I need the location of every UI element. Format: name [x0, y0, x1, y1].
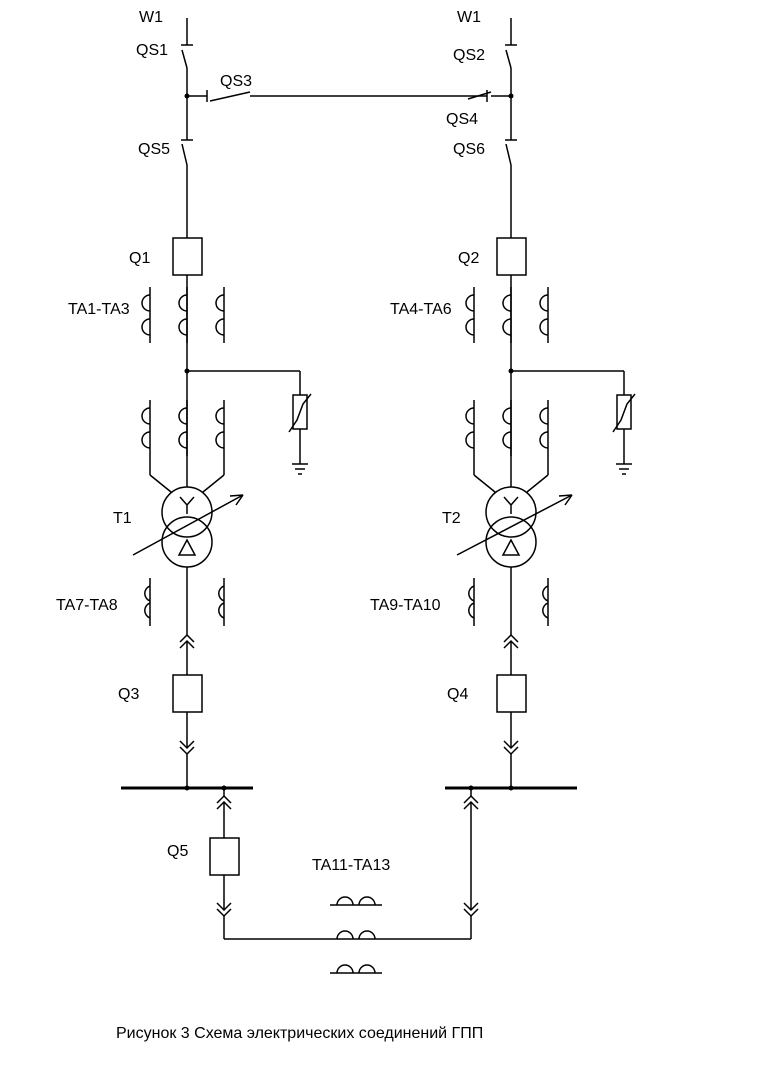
- label-ta1-ta3: TA1-TA3: [68, 301, 130, 318]
- q3-breaker: [173, 675, 202, 712]
- label-qs5: QS5: [138, 141, 171, 158]
- qs1-blade: [182, 50, 187, 68]
- q1-breaker: [173, 238, 202, 275]
- tie-disconnectors: [187, 90, 511, 102]
- label-ta11-ta13: TA11-TA13: [312, 857, 391, 874]
- right-feeder: [457, 18, 635, 788]
- label-q2: Q2: [458, 250, 480, 267]
- qs2-blade: [506, 50, 511, 68]
- label-q5: Q5: [167, 843, 189, 860]
- label-q3: Q3: [118, 686, 140, 703]
- label-q1: Q1: [129, 250, 151, 267]
- label-t2: T2: [442, 510, 461, 527]
- label-ta4-ta6: TA4-TA6: [390, 301, 452, 318]
- label-qs2: QS2: [453, 47, 486, 64]
- label-qs3: QS3: [220, 73, 253, 90]
- qs5-blade: [182, 144, 187, 165]
- label-qs1: QS1: [136, 42, 169, 59]
- label-qs4: QS4: [446, 111, 479, 128]
- label-t1: T1: [113, 510, 132, 527]
- qs6-blade: [506, 144, 511, 165]
- qs3-blade: [210, 92, 250, 101]
- sectional-link: [210, 788, 478, 973]
- label-ta7-ta8: TA7-TA8: [56, 597, 118, 614]
- label-w1-right: W1: [457, 9, 481, 26]
- label-qs6: QS6: [453, 141, 486, 158]
- q2-breaker: [497, 238, 526, 275]
- q5-breaker: [210, 838, 239, 875]
- figure-caption: Рисунок 3 Схема электрических соединений ГПП: [116, 1025, 484, 1042]
- label-ta9-ta10: TA9-TA10: [370, 597, 441, 614]
- left-feeder: [133, 18, 311, 788]
- label-w1-left: W1: [139, 9, 163, 26]
- label-q4: Q4: [447, 686, 469, 703]
- q4-breaker: [497, 675, 526, 712]
